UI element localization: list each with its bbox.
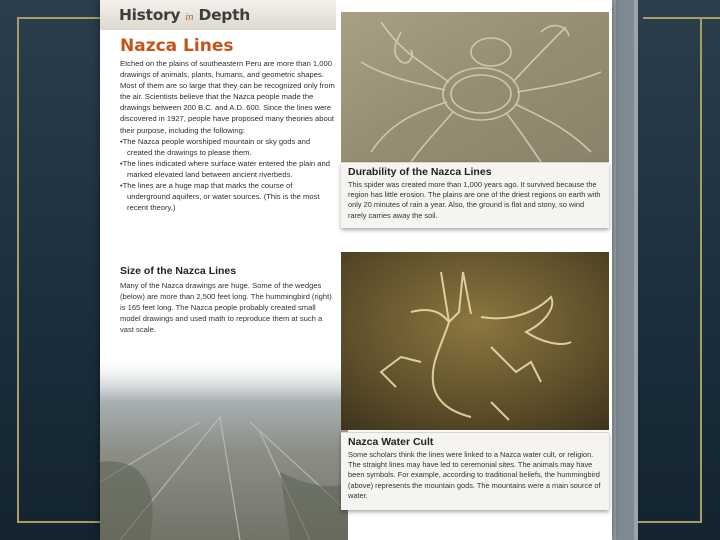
frame-line-right	[700, 17, 702, 522]
durability-caption	[341, 162, 609, 228]
frame-line-top-left	[17, 17, 100, 19]
durability-text: This spider was created more than 1,000 years ago. It survived because the region has little erosion. The plains are one of the driest regions on earth with only 20 minutes of rain a year. Also, the ground is flat and stony, so wind rarely carries away the soil.	[348, 180, 601, 220]
page-edge-bar	[612, 0, 638, 540]
hummingbird-photo	[341, 252, 609, 430]
theory-item: • The lines are a huge map that marks the course of underground aquifers, or water sources. (This is the most recent theory.)	[120, 180, 336, 213]
frame-line-bottom	[638, 521, 702, 523]
section-header	[100, 0, 336, 30]
water-cult-title: Nazca Water Cult	[348, 436, 434, 448]
aerial-wedges-photo	[100, 362, 348, 540]
durability-title: Durability of the Nazca Lines	[348, 166, 492, 178]
frame-line-left	[17, 17, 19, 522]
theory-item: • The lines indicated where surface water entered the plain and marked elevated land between ancient riverbeds.	[120, 158, 336, 180]
frame-line-top	[643, 17, 720, 19]
header-word-depth: Depth	[198, 6, 250, 24]
article-title: Nazca Lines	[120, 36, 234, 56]
header-word-history: History	[119, 6, 181, 24]
water-cult-caption	[341, 432, 609, 510]
theory-list	[120, 136, 336, 214]
size-heading: Size of the Nazca Lines	[120, 265, 237, 277]
article-body	[120, 58, 336, 213]
textbook-page	[100, 0, 612, 540]
spider-photo	[341, 12, 609, 162]
size-text: Many of the Nazca drawings are huge. Some of the wedges (below) are more than 2,500 feet long. The hummingbird (right) is 165 feet long. The Nazca people probably created small model drawings and used math to reproduce them at such a vast scale.	[120, 281, 332, 334]
frame-line-bottom-left	[17, 521, 100, 523]
intro-paragraph: Etched on the plains of southeastern Peru are more than 1,000 drawings of animals, plants, humans, and geometric shapes. Most of them are so large that they can be recognized only from the air. Scientists believe that the Nazca people made the drawings between 200 B.C. and A.D. 600. Since the lines were discovered in 1927, people have proposed many theories about their purpose, including the following:	[120, 59, 335, 135]
theory-item: • The Nazca people worshiped mountain or sky gods and created the drawings to please them.	[120, 136, 336, 158]
header-title	[119, 6, 250, 24]
header-word-in: in	[185, 13, 194, 23]
water-cult-text: Some scholars think the lines were linked to a Nazca water cult, or religion. The straight lines may have led to ceremonial sites. The animals may have been symbols. For example, according to traditional beliefs, the hummingbird (above) represents the mountain gods. The mountains were a main source of water.	[348, 450, 601, 500]
